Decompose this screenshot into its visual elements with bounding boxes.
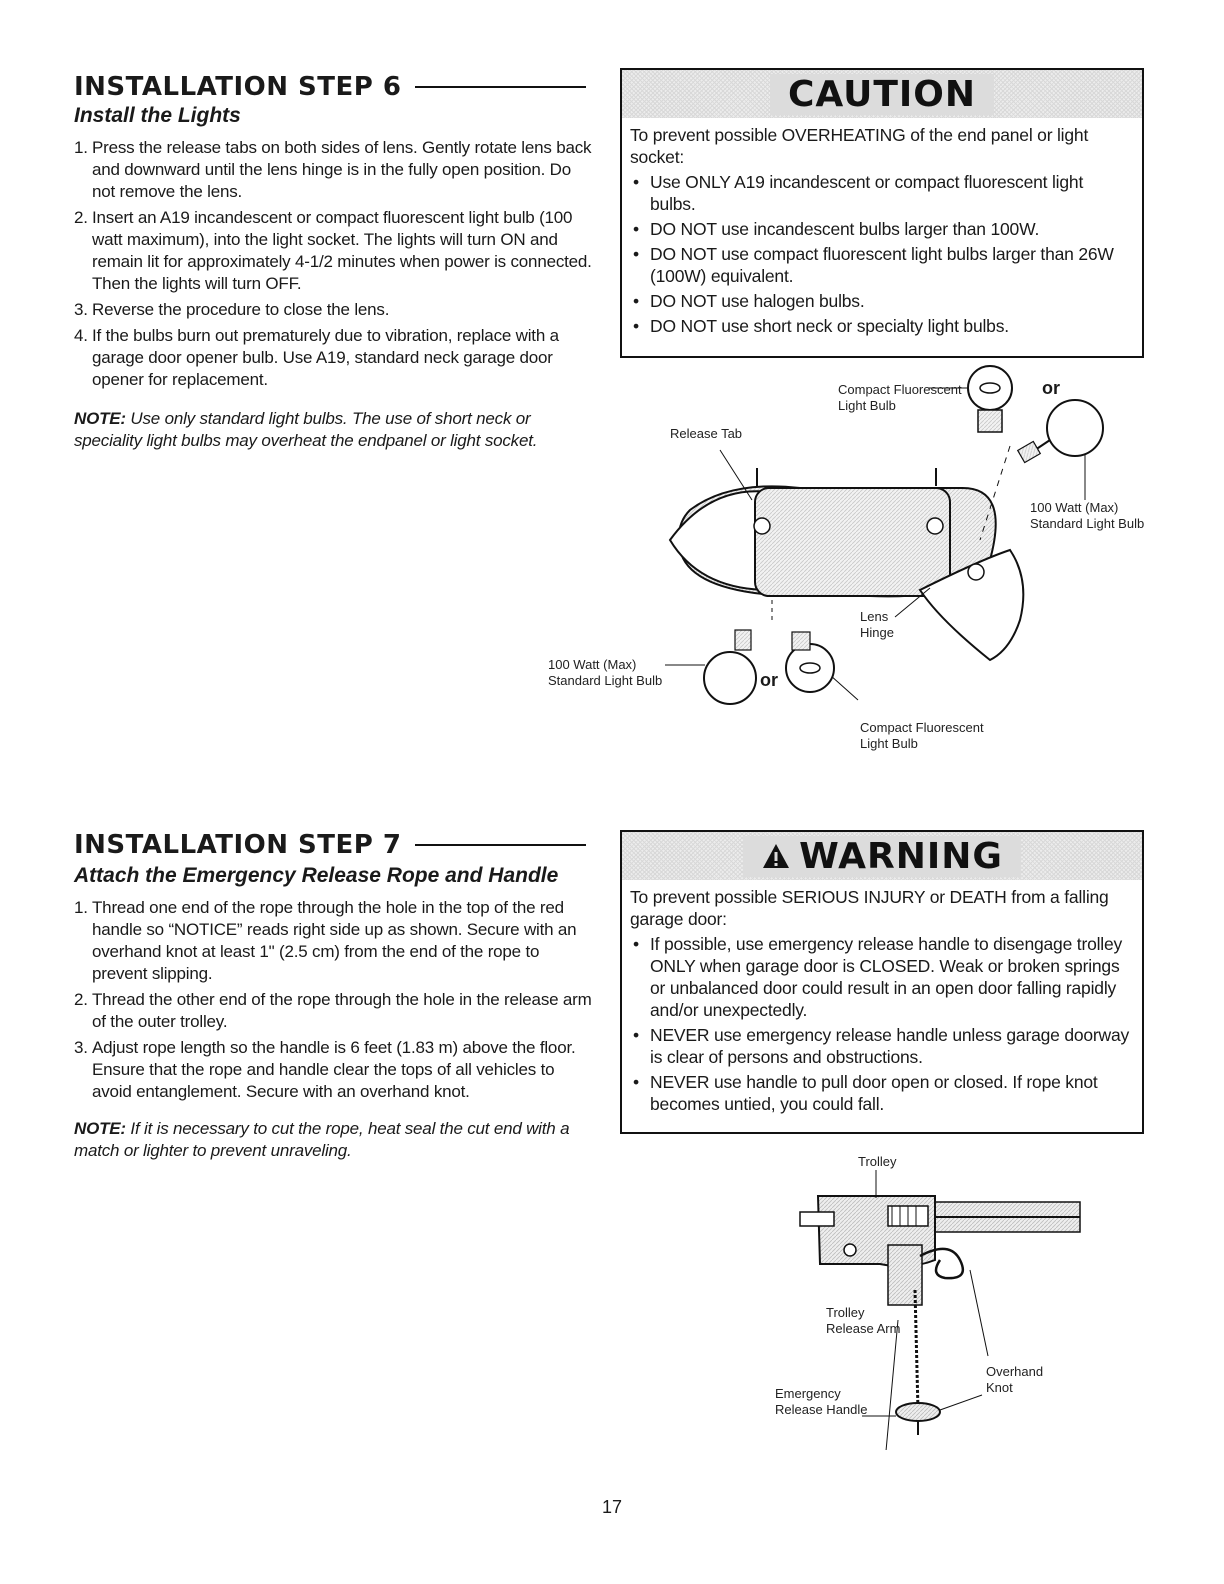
- label-trolley: Trolley: [858, 1154, 897, 1169]
- label-overhand-knot: Overhand Knot: [986, 1364, 1044, 1395]
- cfl-bulb-top-icon: [968, 366, 1012, 432]
- label-trolley-release-arm: Trolley Release Arm: [826, 1305, 901, 1336]
- label-standard-bulb-left: 100 Watt (Max) Standard Light Bulb: [548, 657, 663, 688]
- cfl-bulb-bottom-icon: [786, 632, 834, 692]
- trolley-release-arm: [888, 1245, 922, 1305]
- or-label-top: or: [1042, 378, 1060, 398]
- label-emergency-release-handle: Emergency Release Handle: [775, 1386, 868, 1417]
- list-item: 3. Reverse the procedure to close the lens.: [74, 300, 390, 319]
- page-number: 17: [601, 1497, 623, 1517]
- step6-subheading: Install the Lights: [74, 104, 241, 127]
- list-item: 3. Adjust rope length so the handle is 6 feet (1.83 m) above the floor. Ensure that the rope and handle clear the tops of all vehicles to avoid entanglement. Secure with an overhand knot.: [74, 1038, 576, 1101]
- list-item: • DO NOT use halogen bulbs.: [630, 290, 1132, 312]
- warning-triangle-icon: [761, 842, 791, 870]
- socket-left: [754, 518, 770, 534]
- warning-list: [630, 933, 1132, 1115]
- list-item: • DO NOT use incandescent bulbs larger than 100W.: [630, 218, 1132, 240]
- list-item: 2. Thread the other end of the rope through the hole in the release arm of the outer trolley.: [74, 990, 592, 1031]
- label-cfl-top: Compact Fluorescent Light Bulb: [838, 382, 962, 413]
- label-release-tab: Release Tab: [670, 426, 743, 441]
- step6-list: [74, 137, 592, 395]
- step6-note: NOTE: Use only standard light bulbs. The use of short neck or speciality light bulbs may overheat the endpanel or light socket.: [74, 409, 538, 450]
- list-item: • DO NOT use short neck or specialty light bulbs.: [630, 315, 1132, 337]
- step7-list: [74, 897, 592, 1107]
- step6-heading-text: INSTALLATION STEP 6: [74, 72, 402, 102]
- list-item: 4. If the bulbs burn out prematurely due to vibration, replace with a garage door opener bulb. Use A19, standard neck garage door opener for replacement.: [74, 326, 559, 389]
- emergency-release-handle: [896, 1403, 940, 1421]
- warning-body: [622, 880, 1142, 1123]
- step7-heading: [74, 830, 586, 860]
- warning-title-wrap: [743, 836, 1021, 877]
- warning-banner: [622, 832, 1142, 880]
- list-item: 1. Thread one end of the rope through the hole in the top of the red handle so “NOTICE” reads right side up as shown. Secure with an overhand knot at least 1" (2.5 cm) from the end of the rope to prevent slipping.: [74, 898, 577, 983]
- warning-title: WARNING: [799, 835, 1003, 877]
- label-standard-bulb-right: 100 Watt (Max) Standard Light Bulb: [1030, 500, 1145, 531]
- step7-heading-text: INSTALLATION STEP 7: [74, 830, 402, 860]
- list-item: 2. Insert an A19 incandescent or compact fluorescent light bulb (100 watt maximum), into the light socket. The lights will turn ON and remain lit for approximately 4-1/2 minutes when power is connected. Then the lights will turn OFF.: [74, 208, 592, 293]
- heading-rule: [415, 844, 586, 846]
- step6-heading: [74, 72, 586, 102]
- list-item: • DO NOT use compact fluorescent light bulbs larger than 26W (100W) equivalent.: [630, 243, 1132, 287]
- warning-intro: To prevent possible SERIOUS INJURY or DEATH from a falling garage door:: [630, 887, 1109, 929]
- caution-body: [622, 118, 1142, 345]
- light-lens: [755, 488, 950, 596]
- step7-note: NOTE: If it is necessary to cut the rope, heat seal the cut end with a match or lighter to prevent unraveling.: [74, 1119, 570, 1160]
- list-item: 1. Press the release tabs on both sides of lens. Gently rotate lens back and downward until the lens hinge is in the fully open position. Do not remove the lens.: [74, 138, 592, 201]
- caution-box: [620, 68, 1144, 358]
- list-item: • NEVER use emergency release handle unless garage doorway is clear of persons and obstructions.: [630, 1024, 1132, 1068]
- step7-subheading: Attach the Emergency Release Rope and Handle: [74, 864, 559, 887]
- list-item: • If possible, use emergency release handle to disengage trolley ONLY when garage door is CLOSED. Weak or broken springs or unbalanced door could result in an open door falling rapidly and/or unexpectedly.: [630, 933, 1132, 1021]
- list-item: • NEVER use handle to pull door open or closed. If rope knot becomes untied, you could fall.: [630, 1071, 1132, 1115]
- caution-title: CAUTION: [770, 74, 994, 115]
- socket-right: [927, 518, 943, 534]
- release-rope: [915, 1290, 918, 1410]
- label-cfl-bottom: Compact Fluorescent Light Bulb: [860, 720, 984, 751]
- list-item: • Use ONLY A19 incandescent or compact fluorescent light bulbs.: [630, 171, 1132, 215]
- heading-rule: [415, 86, 586, 88]
- standard-bulb-top-icon: [1018, 400, 1103, 463]
- caution-list: [630, 171, 1132, 337]
- caution-intro: To prevent possible OVERHEATING of the end panel or light socket:: [630, 125, 1089, 167]
- label-lens-hinge: Lens Hinge: [860, 609, 894, 640]
- warning-box: [620, 830, 1144, 1134]
- or-label-bottom: or: [760, 670, 778, 690]
- caution-banner: [622, 70, 1142, 118]
- standard-bulb-bottom-icon: [704, 630, 756, 704]
